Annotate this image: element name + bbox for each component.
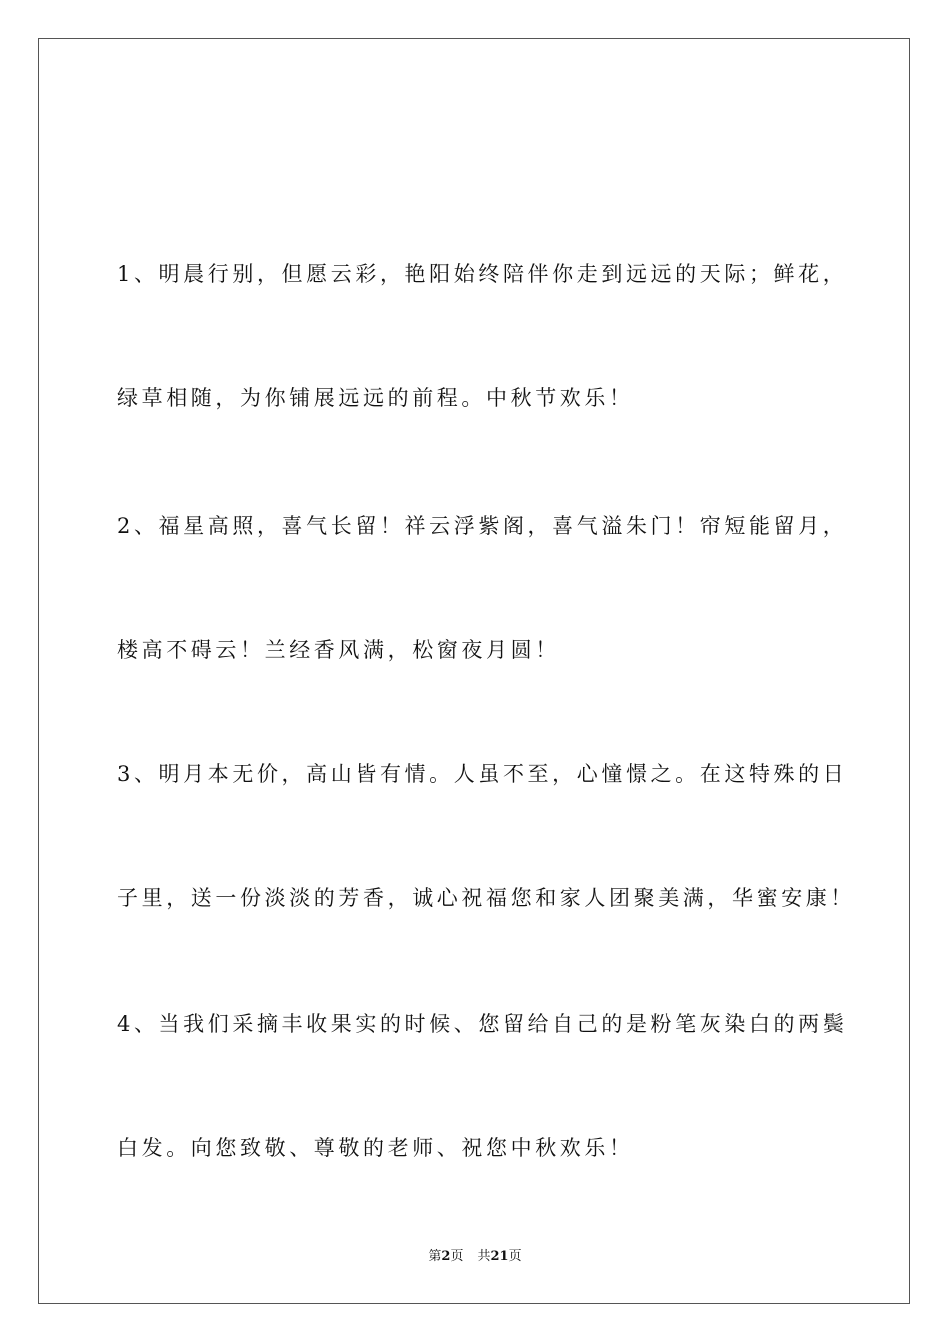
total-suffix: 页 [508, 1249, 522, 1264]
page-suffix: 页 [450, 1249, 464, 1264]
text-line-2: 绿草相随，为你铺展远远的前程。中秋节欢乐！ [117, 386, 634, 410]
text-line-6: 子里，送一份淡淡的芳香，诚心祝福您和家人团聚美满，华蜜安康！ [117, 886, 855, 910]
text-line-5: 3、明月本无价，高山皆有情。人虽不至，心憧憬之。在这特殊的日 [117, 762, 848, 786]
page-border [38, 38, 910, 1304]
total-prefix: 共 [477, 1249, 491, 1264]
text-line-8: 白发。向您致敬、尊敬的老师、祝您中秋欢乐！ [117, 1136, 634, 1160]
text-line-3: 2、福星高照，喜气长留！祥云浮紫阁，喜气溢朱门！帘短能留月， [117, 514, 848, 538]
text-line-7: 4、当我们采摘丰收果实的时候、您留给自己的是粉笔灰染白的两鬓 [117, 1012, 848, 1036]
total-pages: 21 [490, 1249, 509, 1264]
text-line-1: 1、明晨行别，但愿云彩，艳阳始终陪伴你走到远远的天际；鲜花， [117, 262, 848, 286]
page-prefix: 第 [428, 1249, 442, 1264]
text-line-4: 楼高不碍云！兰经香风满，松窗夜月圆！ [117, 638, 560, 662]
page-footer [0, 1247, 950, 1267]
page-number: 2 [441, 1249, 451, 1264]
